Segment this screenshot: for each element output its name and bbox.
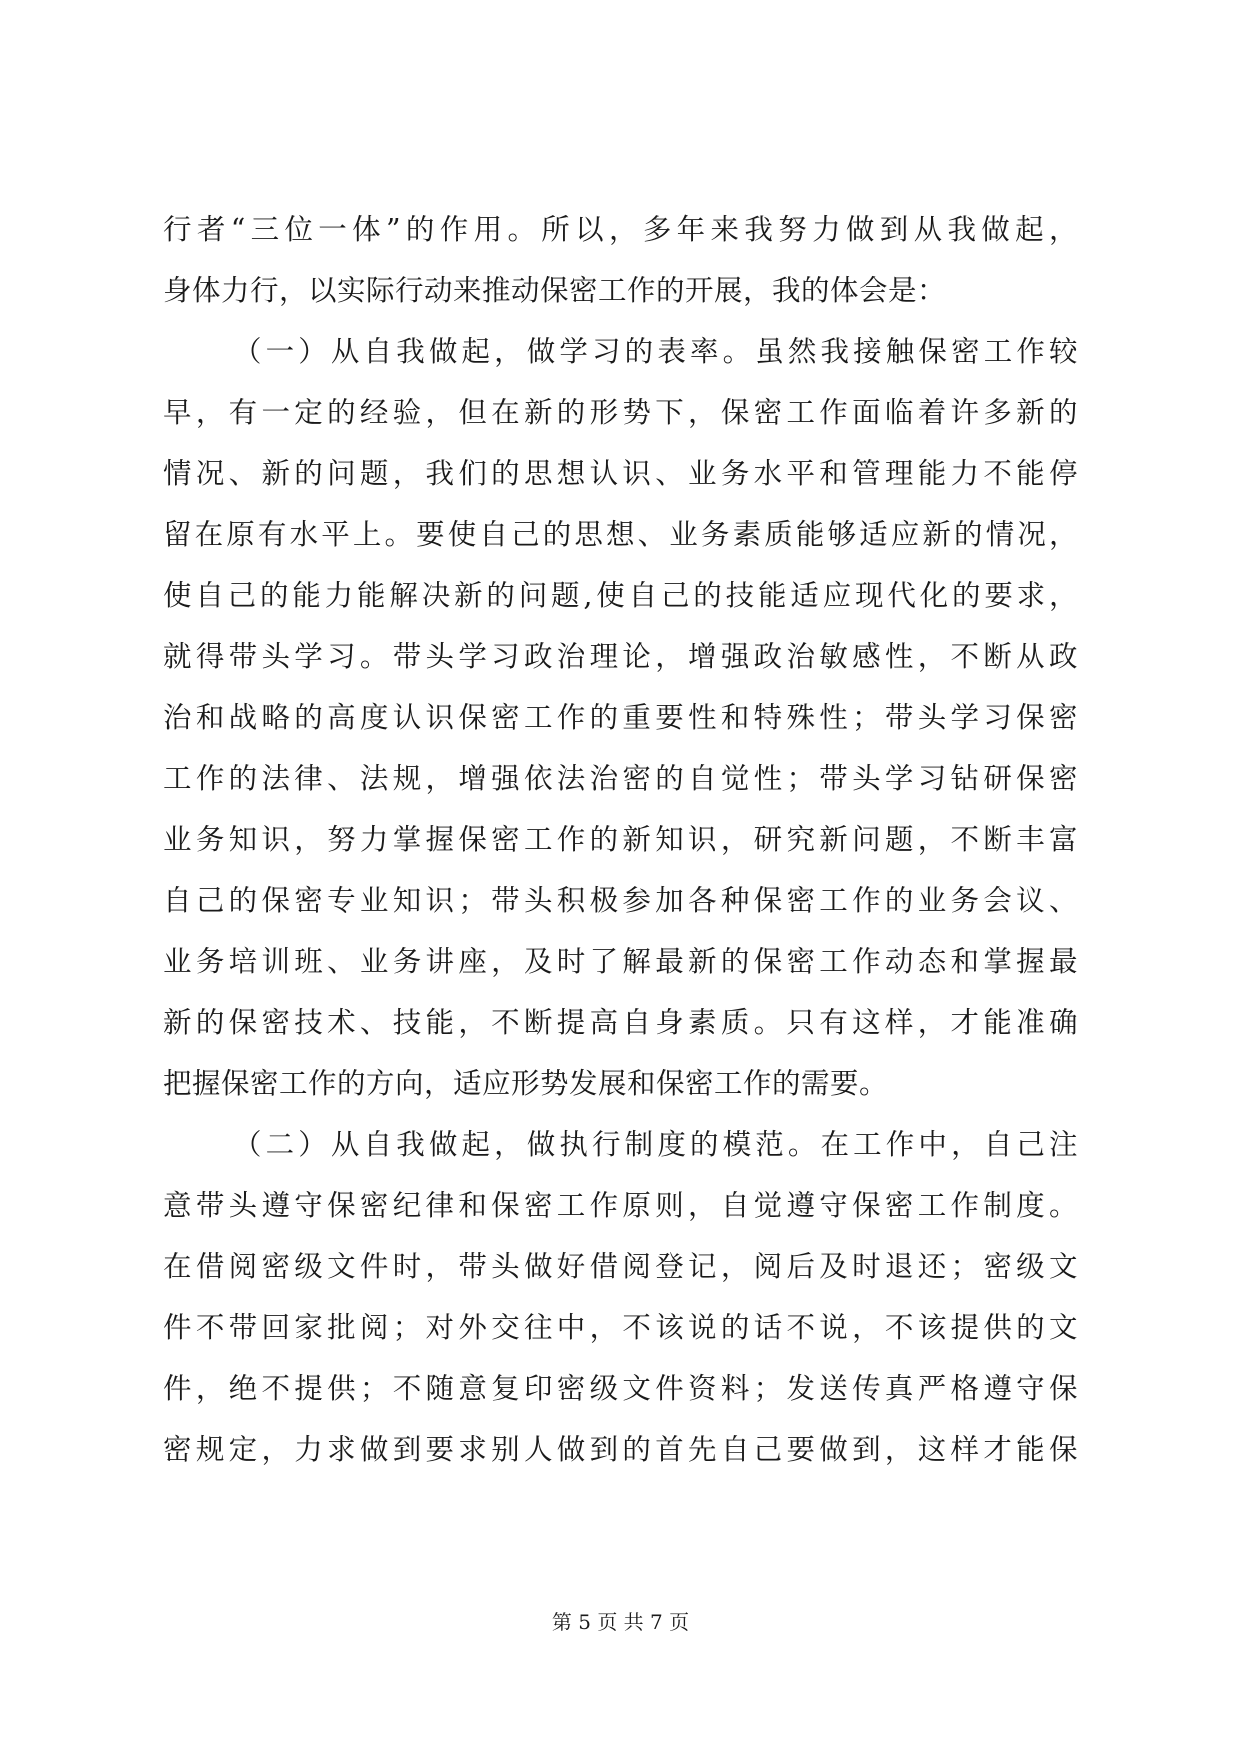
text-line: 行者“三位一体”的作用。所以，多年来我努力做到从我做起， bbox=[163, 213, 1078, 246]
text-line: 在借阅密级文件时，带头做好借阅登记，阅后及时退还；密级文 bbox=[163, 1250, 1078, 1283]
text-line: 把握保密工作的方向，适应形势发展和保密工作的需要。 bbox=[163, 1067, 889, 1100]
text-line: 工作的法律、法规，增强依法治密的自觉性；带头学习钻研保密 bbox=[163, 762, 1078, 795]
text-line: 自己的保密专业知识；带头积极参加各种保密工作的业务会议、 bbox=[163, 884, 1078, 917]
text-line: 件不带回家批阅；对外交往中，不该说的话不说，不该提供的文 bbox=[163, 1311, 1078, 1344]
text-line: 意带头遵守保密纪律和保密工作原则，自觉遵守保密工作制度。 bbox=[163, 1189, 1078, 1222]
paragraph-start-line: （一）从自我做起，做学习的表率。虽然我接触保密工作较 bbox=[233, 335, 1078, 368]
text-line: 就得带头学习。带头学习政治理论，增强政治敏感性，不断从政 bbox=[163, 640, 1078, 673]
text-line: 情况、新的问题，我们的思想认识、业务水平和管理能力不能停 bbox=[163, 457, 1078, 490]
body-text bbox=[163, 199, 1078, 1480]
text-line: 治和战略的高度认识保密工作的重要性和特殊性；带头学习保密 bbox=[163, 701, 1078, 734]
text-line: 留在原有水平上。要使自己的思想、业务素质能够适应新的情况， bbox=[163, 518, 1078, 551]
text-line: 新的保密技术、技能，不断提高自身素质。只有这样，才能准确 bbox=[163, 1006, 1078, 1039]
text-line: 使自己的能力能解决新的问题,使自己的技能适应现代化的要求， bbox=[163, 579, 1078, 612]
page-number-footer: 第 5 页 共 7 页 bbox=[551, 1610, 690, 1634]
text-line: 业务培训班、业务讲座，及时了解最新的保密工作动态和掌握最 bbox=[163, 945, 1078, 978]
text-line: 密规定，力求做到要求别人做到的首先自己要做到，这样才能保 bbox=[163, 1433, 1078, 1466]
paragraph-start-line: （二）从自我做起，做执行制度的模范。在工作中，自己注 bbox=[233, 1128, 1078, 1161]
text-line: 件，绝不提供；不随意复印密级文件资料；发送传真严格遵守保 bbox=[163, 1372, 1078, 1405]
text-line: 业务知识，努力掌握保密工作的新知识，研究新问题，不断丰富 bbox=[163, 823, 1078, 856]
text-line: 早，有一定的经验，但在新的形势下，保密工作面临着许多新的 bbox=[163, 396, 1078, 429]
text-line: 身体力行，以实际行动来推动保密工作的开展，我的体会是： bbox=[163, 274, 947, 307]
